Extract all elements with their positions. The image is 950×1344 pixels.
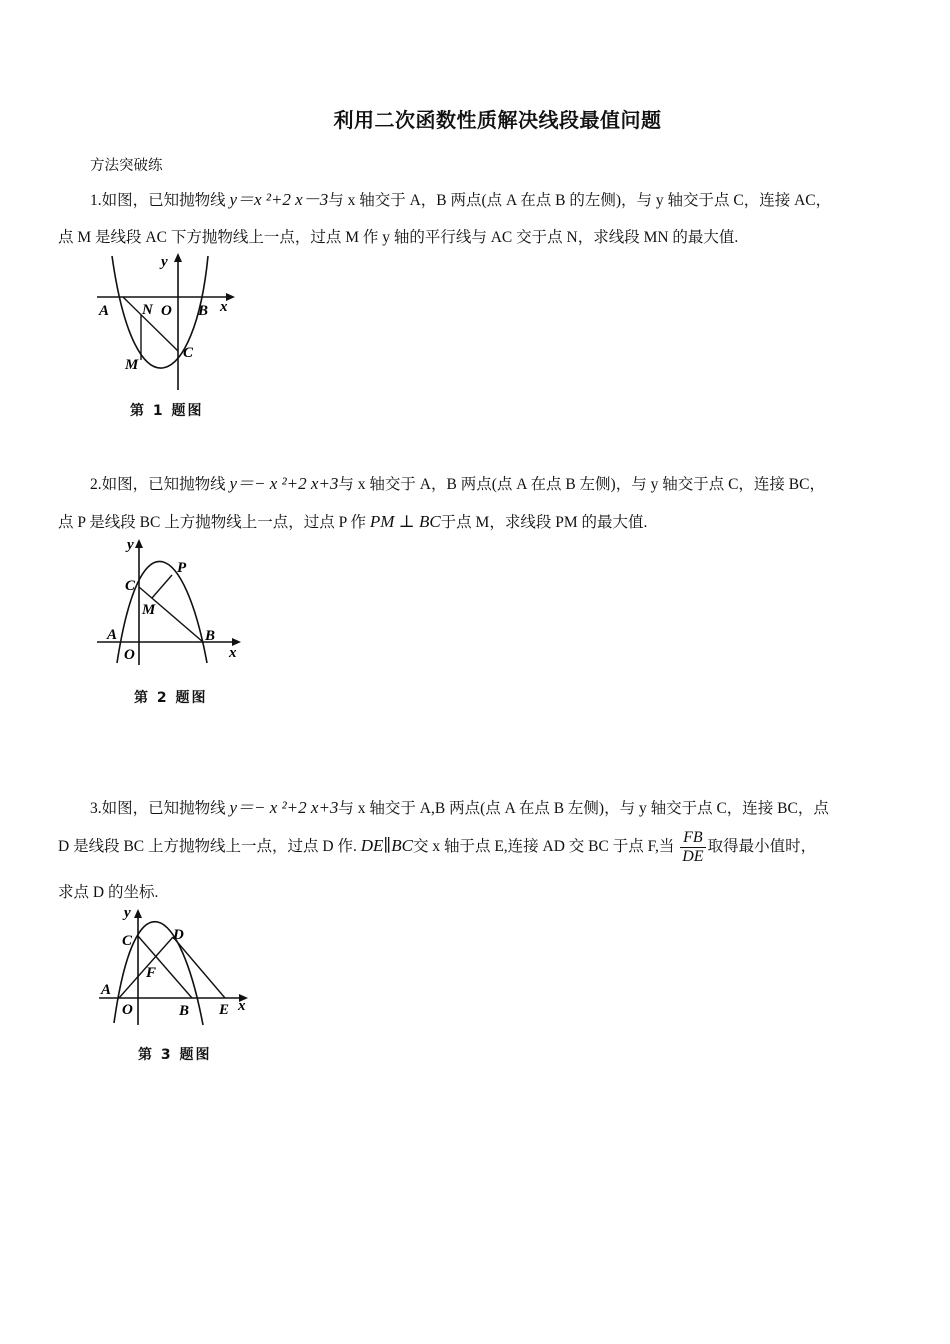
q2-text-b1: 点 P 是线段 BC 上方抛物线上一点，过点 P 作 bbox=[58, 514, 370, 531]
q2-text-b2: 于点 M，求线段 PM 的最大值. bbox=[440, 514, 648, 531]
label-o: O bbox=[122, 1002, 133, 1018]
q3-lead: 3.如图，已知抛物线 bbox=[90, 800, 230, 817]
q2-text-a: 与 x 轴交于 A，B 两点(点 A 在点 B 左侧)，与 y 轴交于点 C，连接 BC， bbox=[338, 476, 825, 493]
label-a: A bbox=[101, 982, 112, 998]
figure-1 bbox=[95, 250, 245, 400]
figure-1-graph bbox=[95, 250, 245, 395]
question-1 bbox=[58, 181, 898, 256]
label-b: B bbox=[198, 303, 209, 319]
section-heading: 方法突破练 bbox=[90, 158, 163, 174]
q3-text-a: 与 x 轴交于 A,B 两点(点 A 在点 B 左侧)，与 y 轴交于点 C，连接 BC，点 bbox=[338, 800, 829, 817]
question-2 bbox=[58, 465, 898, 541]
figure-2-caption: 第 2 题图 bbox=[134, 690, 208, 706]
figure-3-caption: 第 3 题图 bbox=[138, 1047, 212, 1063]
y-axis-arrow bbox=[174, 253, 182, 262]
label-o: O bbox=[124, 647, 135, 663]
parabola bbox=[112, 256, 208, 368]
label-a: A bbox=[107, 627, 118, 643]
label-y: y bbox=[124, 905, 131, 921]
q3-text-b1: D 是线段 BC 上方抛物线上一点，过点 D 作. bbox=[58, 838, 361, 855]
figure-3-graph bbox=[95, 903, 255, 1028]
q3-fraction-numerator: FB bbox=[680, 829, 705, 848]
label-x: x bbox=[229, 645, 237, 661]
q2-lead: 2.如图，已知抛物线 bbox=[90, 476, 230, 493]
label-c: C bbox=[122, 933, 133, 949]
q3-text-b2: 交 x 轴于点 E,连接 AD 交 BC 于点 F,当 bbox=[412, 838, 679, 855]
label-d: D bbox=[173, 927, 184, 943]
label-n: N bbox=[142, 302, 153, 318]
label-y: y bbox=[127, 537, 134, 553]
figure-2-graph bbox=[95, 533, 250, 668]
segment-pm bbox=[152, 575, 172, 598]
figure-3 bbox=[95, 903, 255, 1033]
label-m: M bbox=[142, 602, 156, 618]
label-a: A bbox=[99, 303, 110, 319]
label-b: B bbox=[179, 1003, 190, 1019]
q2-perp: PM ⊥ BC bbox=[369, 512, 441, 531]
q1-lead: 1.如图，已知抛物线 bbox=[90, 192, 230, 209]
q3-text-c: 求点 D 的坐标. bbox=[58, 883, 159, 901]
segment-de bbox=[173, 937, 225, 998]
label-c: C bbox=[183, 345, 194, 361]
q1-formula: y＝x ²+2 x－3 bbox=[229, 190, 329, 209]
label-x: x bbox=[238, 998, 246, 1014]
q3-formula: y＝− x ²+2 x+3 bbox=[229, 798, 339, 817]
y-axis-arrow bbox=[135, 539, 143, 548]
figure-2 bbox=[95, 533, 250, 673]
q1-text-b: 点 M 是线段 AC 下方抛物线上一点，过点 M 作 y 轴的平行线与 AC 交于点 N，求线段 MN 的最大值. bbox=[58, 229, 739, 246]
q3-text-b3: 取得最小值时， bbox=[707, 838, 817, 855]
q2-formula: y＝− x ²+2 x+3 bbox=[229, 474, 339, 493]
label-e: E bbox=[219, 1002, 230, 1018]
question-3 bbox=[58, 789, 898, 911]
q3-parallel: DE∥BC bbox=[360, 836, 413, 855]
label-o: O bbox=[161, 303, 172, 319]
q3-fraction-denominator: DE bbox=[682, 847, 704, 865]
page-title: 利用二次函数性质解决线段最值问题 bbox=[333, 108, 662, 132]
q3-fraction bbox=[680, 829, 705, 866]
label-c: C bbox=[125, 578, 136, 594]
q1-text-a: 与 x 轴交于 A，B 两点(点 A 在点 B 的左侧)，与 y 轴交于点 C，连接 AC， bbox=[328, 192, 832, 209]
y-axis-arrow bbox=[134, 909, 142, 918]
label-f: F bbox=[146, 965, 157, 981]
label-x: x bbox=[220, 299, 228, 315]
label-b: B bbox=[205, 628, 216, 644]
figure-1-caption: 第 1 题图 bbox=[130, 403, 204, 419]
label-m: M bbox=[125, 357, 139, 373]
label-y: y bbox=[161, 254, 168, 270]
label-p: P bbox=[177, 560, 187, 576]
